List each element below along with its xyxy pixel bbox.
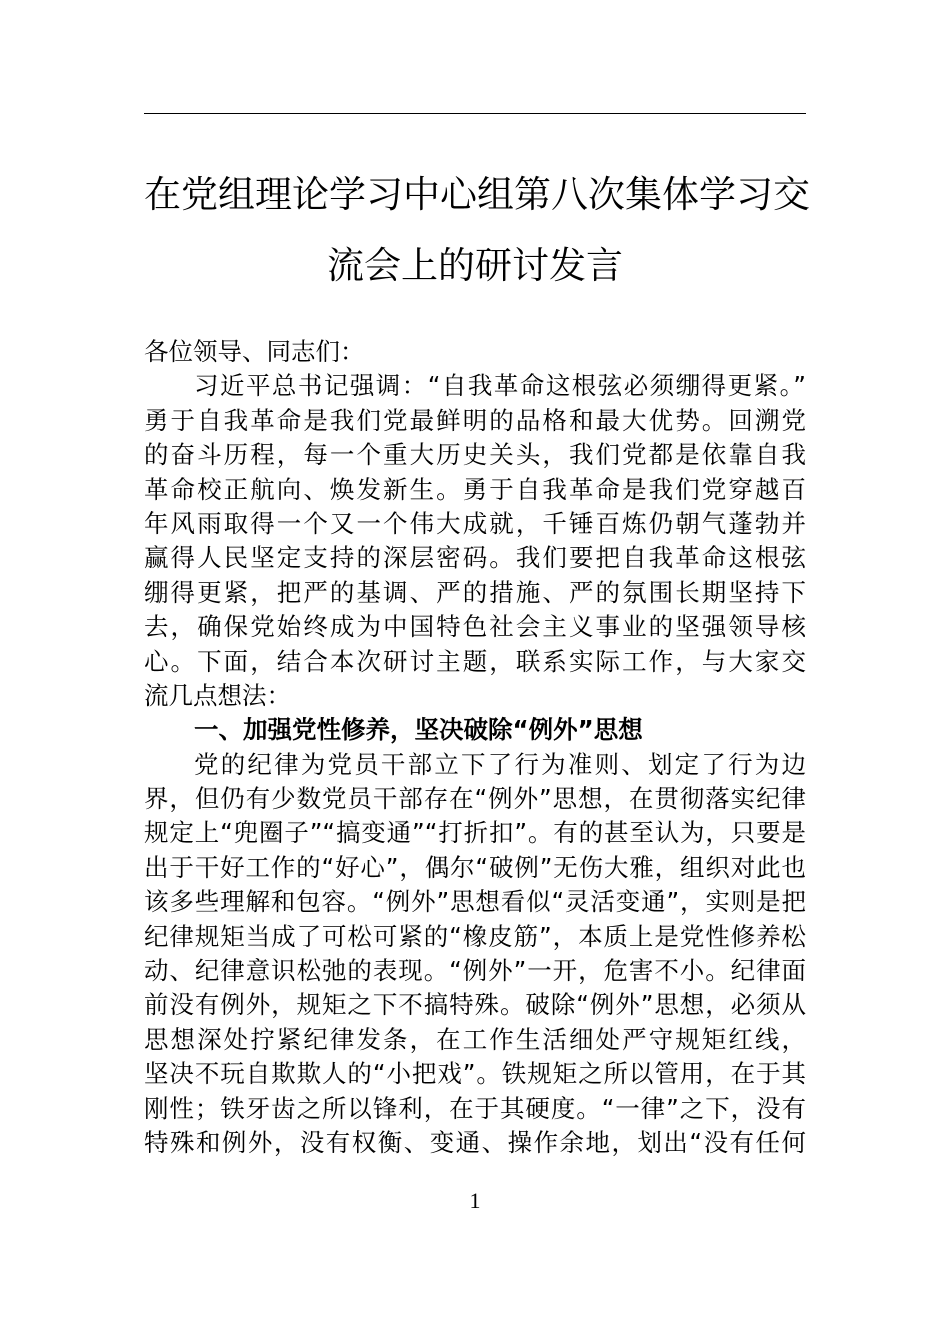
paragraph-2-line: 界，但仍有少数党员干部存在“例外”思想，在贯彻落实纪律 [144,784,806,814]
paragraph-2-line: 规定上“兜圈子”“搞变通”“打折扣”。有的甚至认为，只要是 [144,818,806,848]
salutation: 各位领导、同志们： [144,337,365,366]
paragraph-1-line: 流几点想法： [144,680,291,710]
paragraph-1-line: 心。下面，结合本次研讨主题，联系实际工作，与大家交 [144,646,806,676]
document-title-line-2: 流会上的研讨发言 [327,244,623,287]
paragraph-2-line: 动、纪律意识松弛的表现。“例外”一开，危害不小。纪律面 [144,956,806,986]
paragraph-2-line: 特殊和例外，没有权衡、变通、操作余地，划出“没有任何 [144,1127,806,1157]
paragraph-2-line: 刚性；铁牙齿之所以锋利，在于其硬度。“一律”之下，没有 [144,1093,806,1123]
paragraph-1-line: 革命校正航向、焕发新生。勇于自我革命是我们党穿越百 [144,474,806,504]
paragraph-1-line: 习近平总书记强调：“自我革命这根弦必须绷得更紧。” [194,371,806,401]
paragraph-2-line: 该多些理解和包容。“例外”思想看似“灵活变通”，实则是把 [144,887,806,917]
paragraph-2-line: 党的纪律为党员干部立下了行为准则、划定了行为边 [194,749,806,779]
paragraph-1-line: 年风雨取得一个又一个伟大成就，千锤百炼仍朝气蓬勃并 [144,508,806,538]
document-title-line-1: 在党组理论学习中心组第八次集体学习交 [144,173,810,216]
paragraph-1-line: 去，确保党始终成为中国特色社会主义事业的坚强领导核 [144,612,806,642]
paragraph-1-line: 勇于自我革命是我们党最鲜明的品格和最大优势。回溯党 [144,405,806,435]
page-number: 1 [469,1188,481,1213]
section-heading-1: 一、加强党性修养，坚决破除“例外”思想 [194,715,643,745]
paragraph-2-line: 前没有例外，规矩之下不搞特殊。破除“例外”思想，必须从 [144,990,806,1020]
paragraph-2-line: 思想深处拧紧纪律发条，在工作生活细处严守规矩红线， [144,1024,806,1054]
paragraph-1-line: 赢得人民坚定支持的深层密码。我们要把自我革命这根弦 [144,543,806,573]
paragraph-2-line: 坚决不玩自欺欺人的“小把戏”。铁规矩之所以管用，在于其 [144,1059,806,1089]
document-body [144,335,806,1160]
paragraph-1-line: 绷得更紧，把严的基调、严的措施、严的氛围长期坚持下 [144,577,806,607]
paragraph-2-line: 纪律规矩当成了可松可紧的“橡皮筋”，本质上是党性修养松 [144,921,806,951]
paragraph-2-line: 出于干好工作的“好心”，偶尔“破例”无伤大雅，组织对此也 [144,852,806,882]
paragraph-1-line: 的奋斗历程，每一个重大历史关头，我们党都是依靠自我 [144,440,806,470]
header-rule [144,113,806,114]
